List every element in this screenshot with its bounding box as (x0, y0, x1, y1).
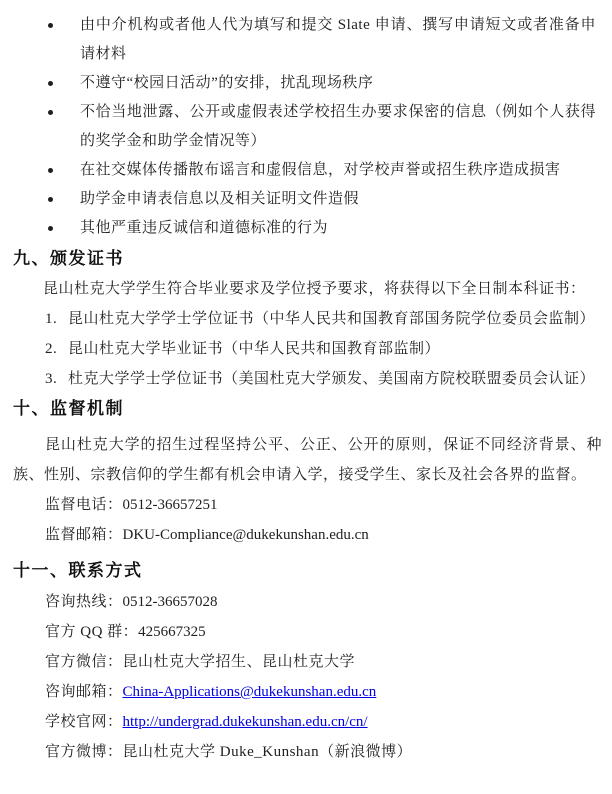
bullet-icon (48, 23, 53, 28)
contact-weibo-value: 昆山杜克大学 Duke_Kunshan（新浪微博） (122, 744, 413, 760)
bullet-icon (48, 110, 53, 115)
item-number: 2. (45, 341, 58, 357)
contact-website-line (13, 707, 602, 737)
list-item (13, 214, 602, 243)
list-item (13, 98, 602, 156)
bullet-icon (48, 168, 53, 173)
list-item-text: 不遵守“校园日活动”的安排，扰乱现场秩序 (80, 75, 374, 91)
list-item-text: 不恰当地泄露、公开或虚假表述学校招生办要求保密的信息（例如个人获得的奖学金和助学金情况等） (80, 104, 596, 149)
list-item-text: 在社交媒体传播散布谣言和虚假信息，对学校声誉或招生秩序造成损害 (80, 162, 561, 178)
contact-website-link[interactable]: http://undergrad.dukekunshan.edu.cn/cn/ (122, 714, 368, 730)
contact-website-label: 学校官网： (45, 714, 123, 730)
contact-weibo-label: 官方微博： (45, 744, 123, 760)
contact-hotline-line (13, 587, 602, 617)
item-text: 昆山杜克大学学士学位证书（中华人民共和国教育部国务院学位委员会监制） (68, 311, 596, 327)
contact-email-line (13, 677, 602, 707)
contact-wechat-line (13, 647, 602, 677)
list-item (13, 185, 602, 214)
supervision-phone-label: 监督电话： (45, 497, 123, 513)
supervision-phone-value: 0512-36657251 (122, 497, 218, 513)
contact-wechat-value: 昆山杜克大学招生、昆山杜克大学 (122, 654, 356, 670)
certificates-intro: 昆山杜克大学学生符合毕业要求及学位授予要求，将获得以下全日制本科证书： (43, 281, 586, 297)
list-item-text: 助学金申请表信息以及相关证明文件造假 (80, 191, 360, 207)
supervision-email-value: DKU-Compliance@dukekunshan.edu.cn (122, 527, 369, 543)
bullet-icon (48, 226, 53, 231)
bullet-icon (48, 197, 53, 202)
violations-list (13, 11, 602, 243)
certificate-item (13, 304, 602, 334)
section-heading-contact: 十一、联系方式 (13, 561, 143, 580)
list-item-text: 其他严重违反诚信和道德标准的行为 (80, 220, 329, 236)
contact-weibo-line (13, 737, 602, 767)
certificate-item (13, 334, 602, 364)
contact-qq-value: 425667325 (138, 624, 206, 640)
contact-wechat-label: 官方微信： (45, 654, 123, 670)
bullet-icon (48, 81, 53, 86)
item-number: 3. (45, 371, 58, 387)
item-text: 昆山杜克大学毕业证书（中华人民共和国教育部监制） (68, 341, 441, 357)
supervision-paragraph: 昆山杜克大学的招生过程坚持公平、公正、公开的原则，保证不同经济背景、种族、性别、宗教信仰的学生都有机会申请入学，接受学生、家长及社会各界的监督。 (13, 437, 602, 483)
list-item (13, 156, 602, 185)
supervision-email-label: 监督邮箱： (45, 527, 123, 543)
list-item (13, 69, 602, 98)
contact-hotline-value: 0512-36657028 (122, 594, 218, 610)
certificate-item (13, 364, 602, 394)
list-item-text: 由中介机构或者他人代为填写和提交 Slate 申请、撰写申请短文或者准备申请材料 (80, 17, 596, 62)
contact-qq-line (13, 617, 602, 647)
item-text: 杜克大学学士学位证书（美国杜克大学颁发、美国南方院校联盟委员会认证） (68, 371, 596, 387)
list-item (13, 11, 602, 69)
contact-email-link[interactable]: China-Applications@dukekunshan.edu.cn (122, 684, 377, 700)
supervision-phone-line (13, 490, 602, 520)
section-heading-certificates: 九、颁发证书 (13, 249, 124, 268)
item-number: 1. (45, 311, 58, 327)
contact-qq-label: 官方 QQ 群： (45, 624, 139, 640)
supervision-email-line (13, 520, 602, 550)
section-heading-supervision: 十、监督机制 (13, 399, 124, 418)
contact-email-label: 咨询邮箱： (45, 684, 123, 700)
contact-hotline-label: 咨询热线： (45, 594, 123, 610)
